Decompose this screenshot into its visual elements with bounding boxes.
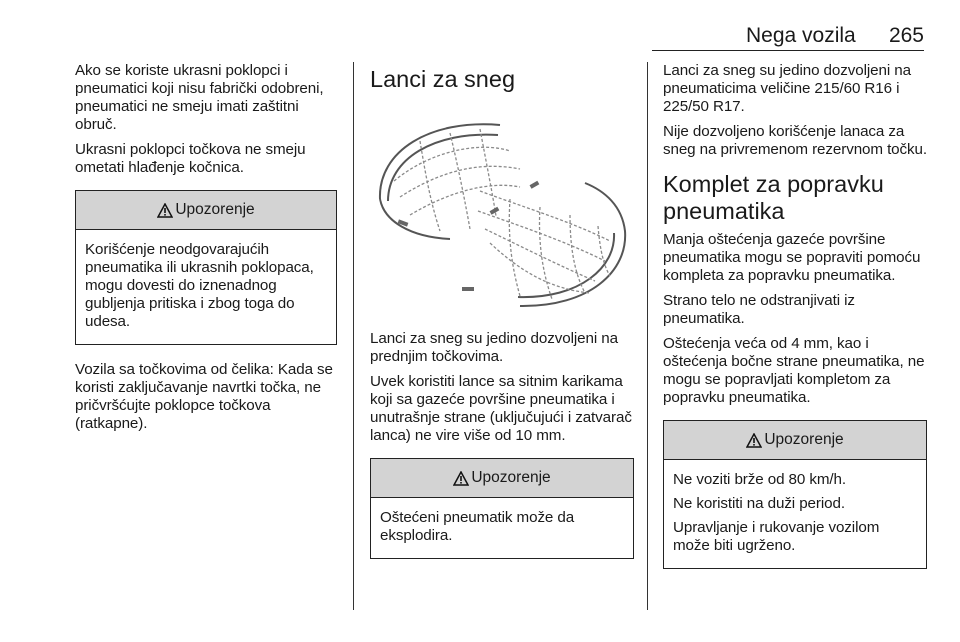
warning-box [370, 458, 634, 559]
paragraph: Vozila sa točkovima od čelika: Kada se koristi zaključavanje navrtki točka, ne pričvršćujte poklopce točkova (ratkapne). [75, 361, 333, 432]
warning-title: Upozorenje [471, 469, 551, 486]
warning-icon [453, 471, 469, 486]
warning-icon [746, 433, 762, 448]
warning-header [371, 459, 633, 498]
paragraph: Uvek koristiti lance sa sitnim karikama koji sa gazeće površine pneumatika i unutrašnje strane (uključujući i zatvarač lanca) ne vire više od 10 mm. [370, 373, 632, 444]
column-1 [75, 62, 337, 440]
page-header [652, 0, 924, 51]
column-divider [647, 62, 648, 610]
paragraph: Strano telo ne odstranjivati iz pneumatika. [663, 292, 855, 327]
snow-chains-illustration [370, 111, 632, 316]
warning-header [664, 421, 926, 460]
warning-title: Upozorenje [175, 201, 255, 218]
paragraph: Manja oštećenja gazeće površine pneumatika mogu se popraviti pomoću kompleta za popravku pneumatika. [663, 231, 921, 284]
header-title: Nega vozila [746, 24, 856, 47]
warning-box [663, 420, 927, 569]
column-divider [353, 62, 354, 610]
page-number: 265 [888, 24, 924, 47]
paragraph: Nije dozvoljeno korišćenje lanaca za sneg na privremenom rezervnom točku. [663, 123, 927, 158]
section-heading: Lanci za sneg [370, 66, 516, 92]
warning-icon [157, 203, 173, 218]
paragraph: Ukrasni poklopci točkova ne smeju ometati hlađenje kočnica. [75, 141, 306, 176]
paragraph: Ako se koriste ukrasni poklopci i pneumatici koji nisu fabrički odobreni, pneumatici ne smeju imati zaštitni obruč. [75, 62, 324, 133]
warning-line: Upravljanje i rukovanje vozilom može biti ugrženo. [673, 519, 880, 554]
paragraph: Oštećenja veća od 4 mm, kao i oštećenja bočne strane pneumatika, ne mogu se popravljati kompletom za popravku pneumatika. [663, 335, 925, 406]
warning-line: Ne koristiti na duži period. [673, 495, 845, 512]
paragraph: Lanci za sneg su jedino dozvoljeni na pneumaticima veličine 215/60 R16 i 225/50 R17. [663, 62, 911, 115]
section-heading: Komplet za popravku pneumatika [663, 171, 884, 224]
column-3 [663, 62, 927, 585]
paragraph: Lanci za sneg su jedino dozvoljeni na prednjim točkovima. [370, 330, 618, 365]
warning-line: Ne voziti brže od 80 km/h. [673, 471, 846, 488]
warning-header [76, 191, 336, 230]
warning-text: Oštećeni pneumatik može da eksplodira. [380, 509, 575, 544]
warning-text: Korišćenje neodgovarajućih pneumatika ili ukrasnih poklopaca, mogu dovesti do iznenadnog gubljenja pritiska i zbog toga do udesa. [85, 241, 314, 330]
warning-title: Upozorenje [764, 431, 844, 448]
column-2 [370, 62, 634, 575]
warning-box [75, 190, 337, 345]
